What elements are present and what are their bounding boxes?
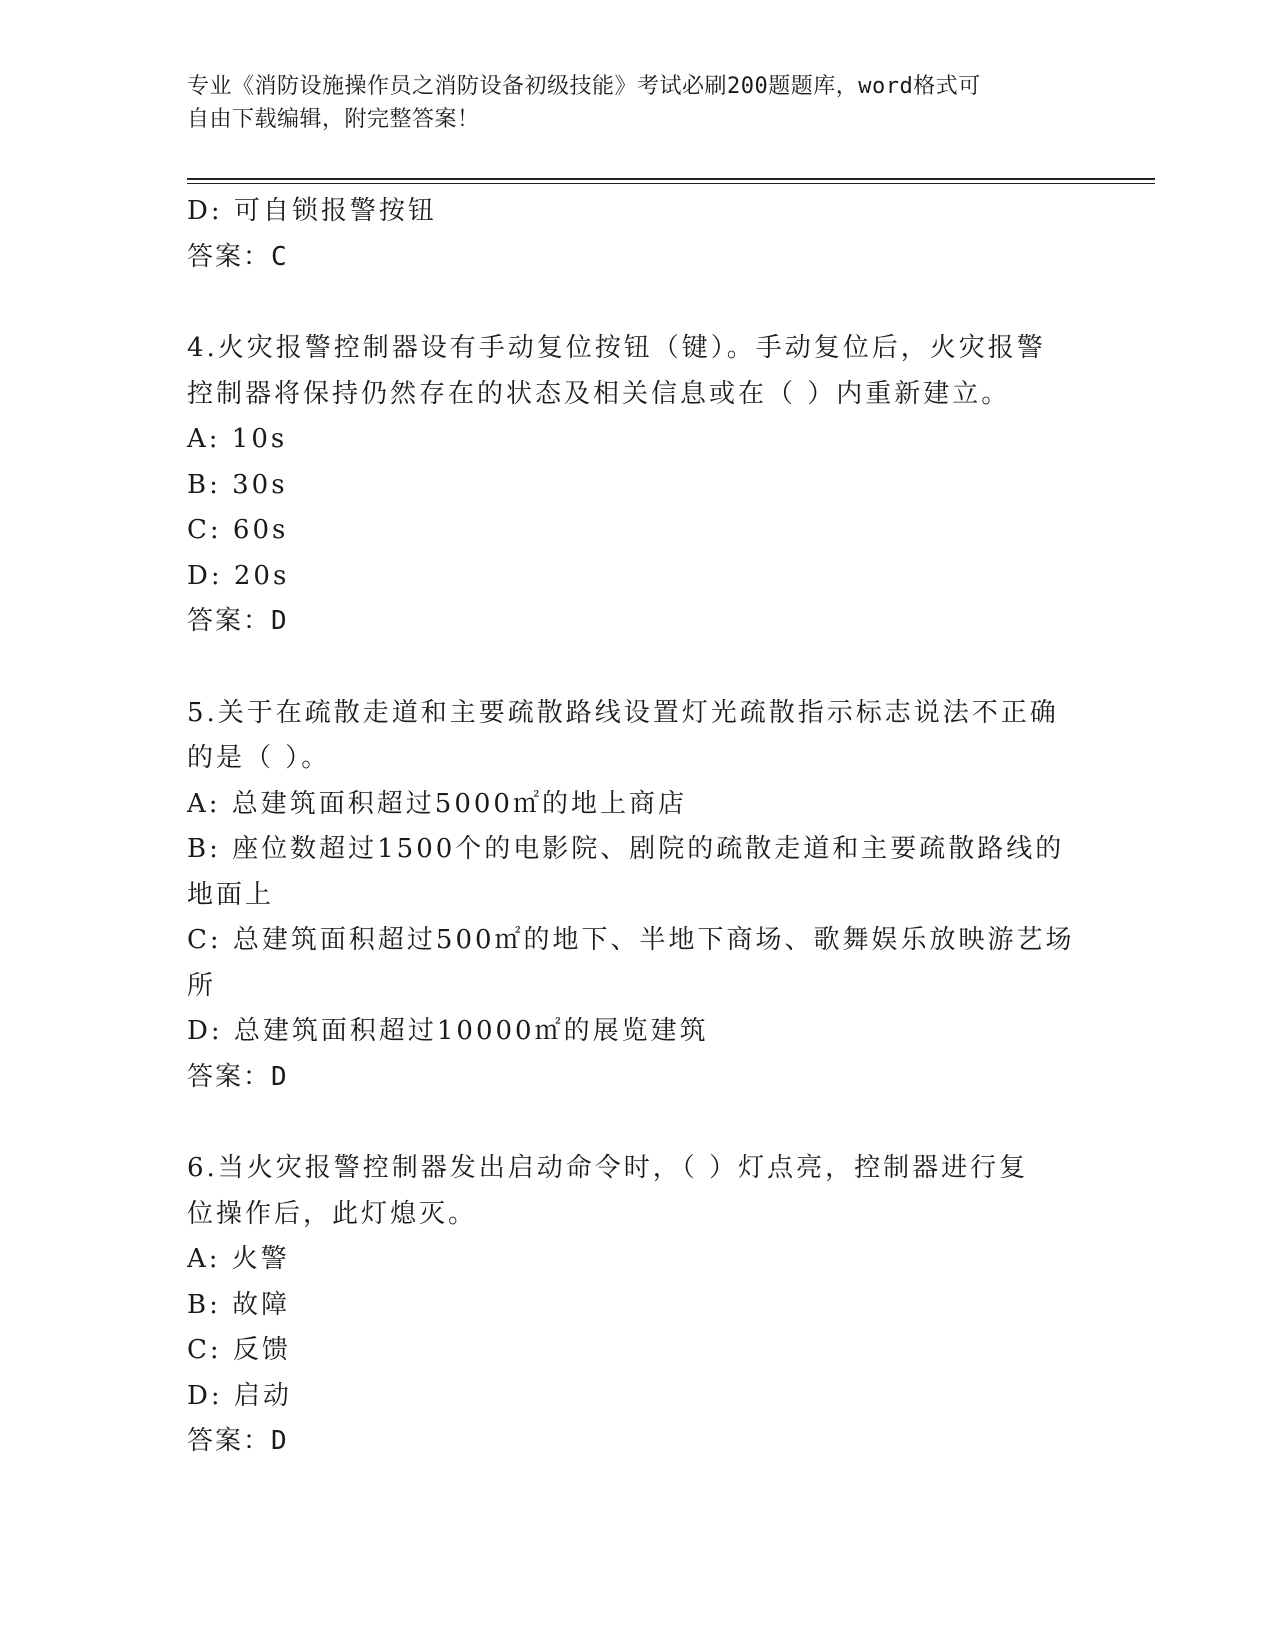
- option-b: B: 故障: [187, 1289, 291, 1320]
- previous-question-fragment: [187, 189, 1067, 280]
- option-d: D: 总建筑面积超过10000㎡的展览建筑: [187, 1016, 709, 1046]
- question-5: [187, 691, 1075, 1101]
- option-c-continued: 所: [187, 970, 217, 1001]
- answer: 答案：D: [187, 1061, 289, 1092]
- header-divider-thick: [187, 178, 1155, 180]
- answer: 答案：D: [187, 1426, 289, 1456]
- question-stem: 4.火灾报警控制器设有手动复位按钮（键）。手动复位后，火灾报警: [187, 333, 1046, 363]
- question-4: [187, 326, 1067, 645]
- option-a: A: 火警: [187, 1244, 290, 1274]
- option-c: C: 反馈: [187, 1335, 291, 1365]
- option-b-continued: 地面上: [187, 879, 275, 910]
- option-c: C: 60s: [187, 515, 289, 545]
- question-stem: 位操作后，此灯熄灭。: [187, 1198, 478, 1229]
- option-b: B: 30s: [187, 469, 288, 500]
- option-d: D: 可自锁报警按钮: [187, 196, 437, 226]
- question-stem: 的是（ ）。: [187, 743, 331, 773]
- page-header: [187, 70, 1067, 136]
- question-stem: 控制器将保持仍然存在的状态及相关信息或在（ ）内重新建立。: [187, 378, 1011, 409]
- answer: 答案：C: [187, 241, 289, 272]
- question-stem: 6.当火灾报警控制器发出启动命令时，（ ）灯点亮，控制器进行复: [187, 1153, 1029, 1183]
- answer: 答案：D: [187, 606, 289, 636]
- header-divider-thin: [187, 183, 1155, 184]
- option-c: C: 总建筑面积超过500㎡的地下、半地下商场、歌舞娱乐放映游艺场: [187, 925, 1075, 955]
- header-line-2: 自由下载编辑，附完整答案！: [187, 107, 480, 132]
- option-d: D: 20s: [187, 560, 290, 591]
- option-b: B: 座位数超过1500个的电影院、剧院的疏散走道和主要疏散路线的: [187, 834, 1065, 864]
- option-a: A: 10s: [187, 424, 288, 454]
- question-stem: 5.关于在疏散走道和主要疏散路线设置灯光疏散指示标志说法不正确: [187, 697, 1059, 728]
- question-content: [187, 189, 1075, 1465]
- option-d: D: 启动: [187, 1380, 292, 1411]
- option-a: A: 总建筑面积超过5000㎡的地上商店: [187, 788, 687, 819]
- header-line-1: 专业《消防设施操作员之消防设备初级技能》考试必刷200题题库，word格式可: [187, 74, 981, 99]
- question-6: [187, 1146, 1067, 1465]
